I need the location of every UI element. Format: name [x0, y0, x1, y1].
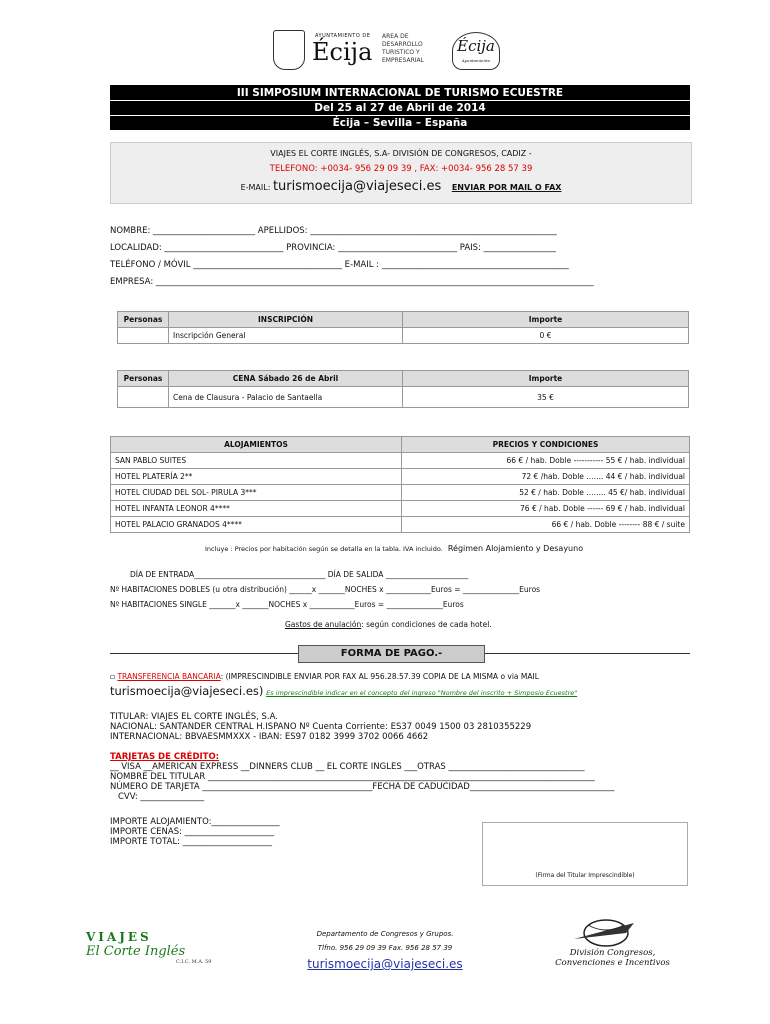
globe-icon — [566, 917, 636, 947]
agency-email-link[interactable]: turismoecija@viajeseci.es — [272, 179, 442, 194]
ecija-tourism-logo: Écija Ayuntamiento — [452, 32, 500, 70]
table-row: HOTEL PALACIO GRANADOS 4**** 66 € / hab. Doble -------- 88 € / suite — [111, 517, 690, 533]
empresa-field[interactable]: EMPRESA: _______________________________________________________________________________________________________ — [110, 277, 594, 287]
event-title-box — [110, 85, 690, 130]
table-row: SAN PABLO SUITES 66 € / hab. Doble ----------- 55 € / hab. individual — [111, 453, 690, 469]
card-number-field[interactable]: NÚMERO DE TARJETA ________________________________________FECHA DE CADUCIDAD__________________________________ — [110, 782, 615, 792]
table-row: HOTEL CIUDAD DEL SOL- PIRULA 3*** 52 € / hab. Doble …..... 45 €/ hab. individual — [111, 485, 690, 501]
card-holder-field[interactable]: NOMBRE DEL TITULAR ___________________________________________________________________________________________ — [110, 772, 595, 782]
footer-dept: Departamento de Congresos y Grupos. — [316, 930, 454, 938]
cancellation-note: Gastos de anulación: según condiciones de cada hotel. — [285, 620, 492, 629]
importe-total-field[interactable]: IMPORTE TOTAL: _____________________ — [110, 837, 272, 847]
single-rooms-field[interactable]: Nº HABITACIONES SINGLE _______x _______NOCHES x ____________Euros = _______________Euros — [110, 600, 464, 609]
agency-email-line: E-MAIL: turismoecija@viajeseci.es ENVIAR POR MAIL O FAX — [240, 179, 562, 194]
nombre-field[interactable]: NOMBRE: ________________________ APELLIDOS: __________________________________________________________ — [110, 226, 557, 236]
table-row: Cena de Clausura - Palacio de Santaella 35 € — [118, 387, 689, 408]
division-logo-text: División Congresos, Convenciones e Incentivos — [555, 948, 670, 968]
event-dates: Del 25 al 27 de Abril de 2014 — [110, 101, 690, 116]
dates-field[interactable]: DÍA DE ENTRADA___________________________________ DÍA DE SALIDA ______________________ — [130, 570, 469, 579]
telefono-field[interactable]: TELÉFONO / MÓVIL ___________________________________ E-MAIL : ____________________________________________ — [110, 260, 569, 270]
agency-info-box — [110, 142, 692, 204]
agency-name: VIAJES EL CORTE INGLÉS, S.A- DIVISIÓN DE CONGRESOS, CADIZ - — [270, 149, 532, 158]
city-crest-icon — [273, 30, 305, 70]
event-location: Écija – Sevilla – España — [332, 117, 468, 129]
transfer-line: ▫ TRANSFERENCIA BANCARIA: (IMPRESCINDIBLE ENVIAR POR FAX AL 956.28.57.39 COPIA DE LA MISMA o via MAIL — [110, 672, 539, 681]
internacional-account: INTERNACIONAL: BBVAESMMXXX - IBAN: ES97 0182 3999 3702 0066 4662 — [110, 732, 429, 742]
transfer-line-2: turismoecija@viajeseci.es) Es imprescindible indicar en el concepto del ingreso "Nombre del inscrito + Simposio Ecuestre" — [110, 684, 578, 698]
inscripcion-table: Personas INSCRIPCIÓN Importe Inscripción General 0 € — [117, 311, 689, 344]
double-rooms-field[interactable]: Nº HABITACIONES DOBLES (u otra distribución) ______x _______NOCHES x ____________Euros = _______________Euros — [110, 585, 541, 594]
payment-header: FORMA DE PAGO.- — [298, 645, 485, 663]
transfer-email-link[interactable]: turismoecija@viajeseci.es) — [110, 684, 264, 698]
table-row: HOTEL INFANTA LEONOR 4**** 76 € / hab. Doble ------ 69 € / hab. individual — [111, 501, 690, 517]
viajes-eci-logo: VIAJES El Corte Inglés C.I.C. M.A. 59 — [86, 930, 212, 965]
event-title: III SIMPOSIUM INTERNACIONAL DE TURISMO ECUESTRE — [110, 86, 690, 101]
table-row: Inscripción General 0 € — [118, 328, 689, 344]
footer-email-link[interactable]: turismoecija@viajeseci.es — [307, 957, 463, 971]
cena-table: Personas CENA Sábado 26 de Abril Importe Cena de Clausura - Palacio de Santaella 35 € — [117, 370, 689, 408]
send-instruction: ENVIAR POR MAIL O FAX — [451, 183, 562, 192]
nacional-account: NACIONAL: SANTANDER CENTRAL H.ISPANO Nº Cuenta Corriente: ES37 0049 1500 03 2810355229 — [110, 722, 532, 732]
cvv-field[interactable]: CVV: _______________ — [118, 792, 205, 802]
table-row: HOTEL PLATERÍA 2** 72 € /hab. Doble ….... 44 € / hab. individual — [111, 469, 690, 485]
personas-cell[interactable] — [118, 387, 169, 408]
importe-alojamiento-field[interactable]: IMPORTE ALOJAMIENTO:________________ — [110, 817, 280, 827]
localidad-field[interactable]: LOCALIDAD: ____________________________ PROVINCIA: ____________________________ PAIS: _________________ — [110, 243, 556, 253]
importe-cenas-field[interactable]: IMPORTE CENAS: _____________________ — [110, 827, 274, 837]
area-desarrollo-logo: AREA DE DESARROLLO TURISTICO Y EMPRESARIAL — [382, 33, 424, 64]
cards-label: TARJETAS DE CRÉDITO: — [110, 752, 220, 762]
footer-tel: Tlfno. 956 29 09 39 Fax. 956 28 57 39 — [317, 944, 453, 952]
card-options[interactable]: __ VISA __AMERICAN EXPRESS __DINNERS CLUB __ EL CORTE INGLES ___OTRAS ________________________________ — [110, 762, 585, 772]
agency-phone: TELEFONO: +0034- 956 29 09 39 , FAX: +0034- 956 28 57 39 — [269, 164, 533, 174]
hotels-table: ALOJAMIENTOS PRECIOS Y CONDICIONES SAN PABLO SUITES 66 € / hab. Doble ----------- 55 € / hab. individual HOTEL PLATERÍA 2** 72 € /hab. Doble ….... 44 € / hab. individual HOTEL CIUDAD DEL SOL- PIRULA 3*** 52 € / hab. Doble …..... 45 €/ hab. individual HOTEL INFANTA LEONOR 4**** 76 € / hab. Doble ------ 69 € / hab. individual HOTEL PALACIO GRANADOS 4**** 66 € / hab. Doble -------- 88 € / suite — [110, 436, 690, 533]
ecija-logo: Écija — [312, 38, 373, 66]
signature-box[interactable]: (Firma del Titular Imprescindible) — [482, 822, 688, 886]
titular: TITULAR: VIAJES EL CORTE INGLÉS, S.A. — [110, 712, 278, 722]
ayuntamiento-label: AYUNTAMIENTO DE — [315, 33, 371, 39]
hotels-note: Incluye : Precios por habitación según se detalla en la tabla. IVA incluido. Régimen Alojamiento y Desayuno — [205, 544, 584, 553]
personas-cell[interactable] — [118, 328, 169, 344]
